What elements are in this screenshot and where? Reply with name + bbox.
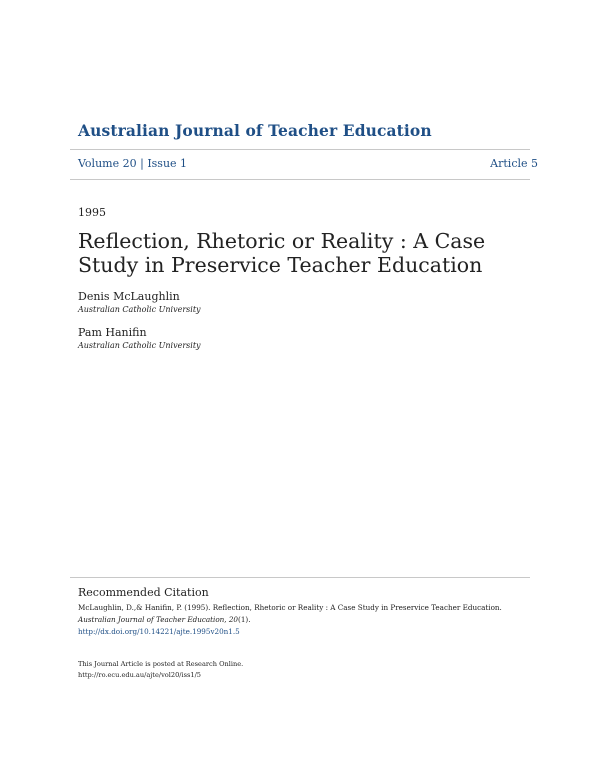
doi-link[interactable]: http://dx.doi.org/10.14221/ajte.1995v20n1.5 <box>78 627 240 636</box>
divider <box>70 149 530 150</box>
citation-body: McLaughlin, D.,& Hanifin, P. (1995). Reflection, Rhetoric or Reality : A Case Study in Preservice Teacher Education. <box>78 603 502 612</box>
author-affiliation: Australian Catholic University <box>78 305 201 314</box>
divider <box>70 179 530 180</box>
volume-issue-line <box>78 157 187 170</box>
article-url[interactable]: http://ro.ecu.edu.au/ajte/vol20/iss1/5 <box>78 671 201 679</box>
publication-year: 1995 <box>78 206 106 219</box>
citation-text <box>78 602 538 638</box>
author-name[interactable]: Pam Hanifin <box>78 326 147 339</box>
recommended-citation-heading: Recommended Citation <box>78 586 209 599</box>
divider <box>70 577 530 578</box>
article-number: Article 5 <box>490 157 538 170</box>
author-affiliation: Australian Catholic University <box>78 341 201 350</box>
journal-title[interactable]: Australian Journal of Teacher Education <box>78 121 432 140</box>
separator: | <box>140 157 144 170</box>
volume-link[interactable]: Volume 20 <box>78 157 137 170</box>
citation-journal: Australian Journal of Teacher Education, 20 <box>78 615 239 624</box>
author-name[interactable]: Denis McLaughlin <box>78 290 180 303</box>
paper-title: Reflection, Rhetoric or Reality : A Case Study in Preservice Teacher Education <box>78 229 486 277</box>
footer-note <box>78 659 243 681</box>
citation-issue: (1). <box>238 615 251 624</box>
posted-text: This Journal Article is posted at Research Online. <box>78 660 244 668</box>
issue-link[interactable]: Issue 1 <box>147 157 188 170</box>
